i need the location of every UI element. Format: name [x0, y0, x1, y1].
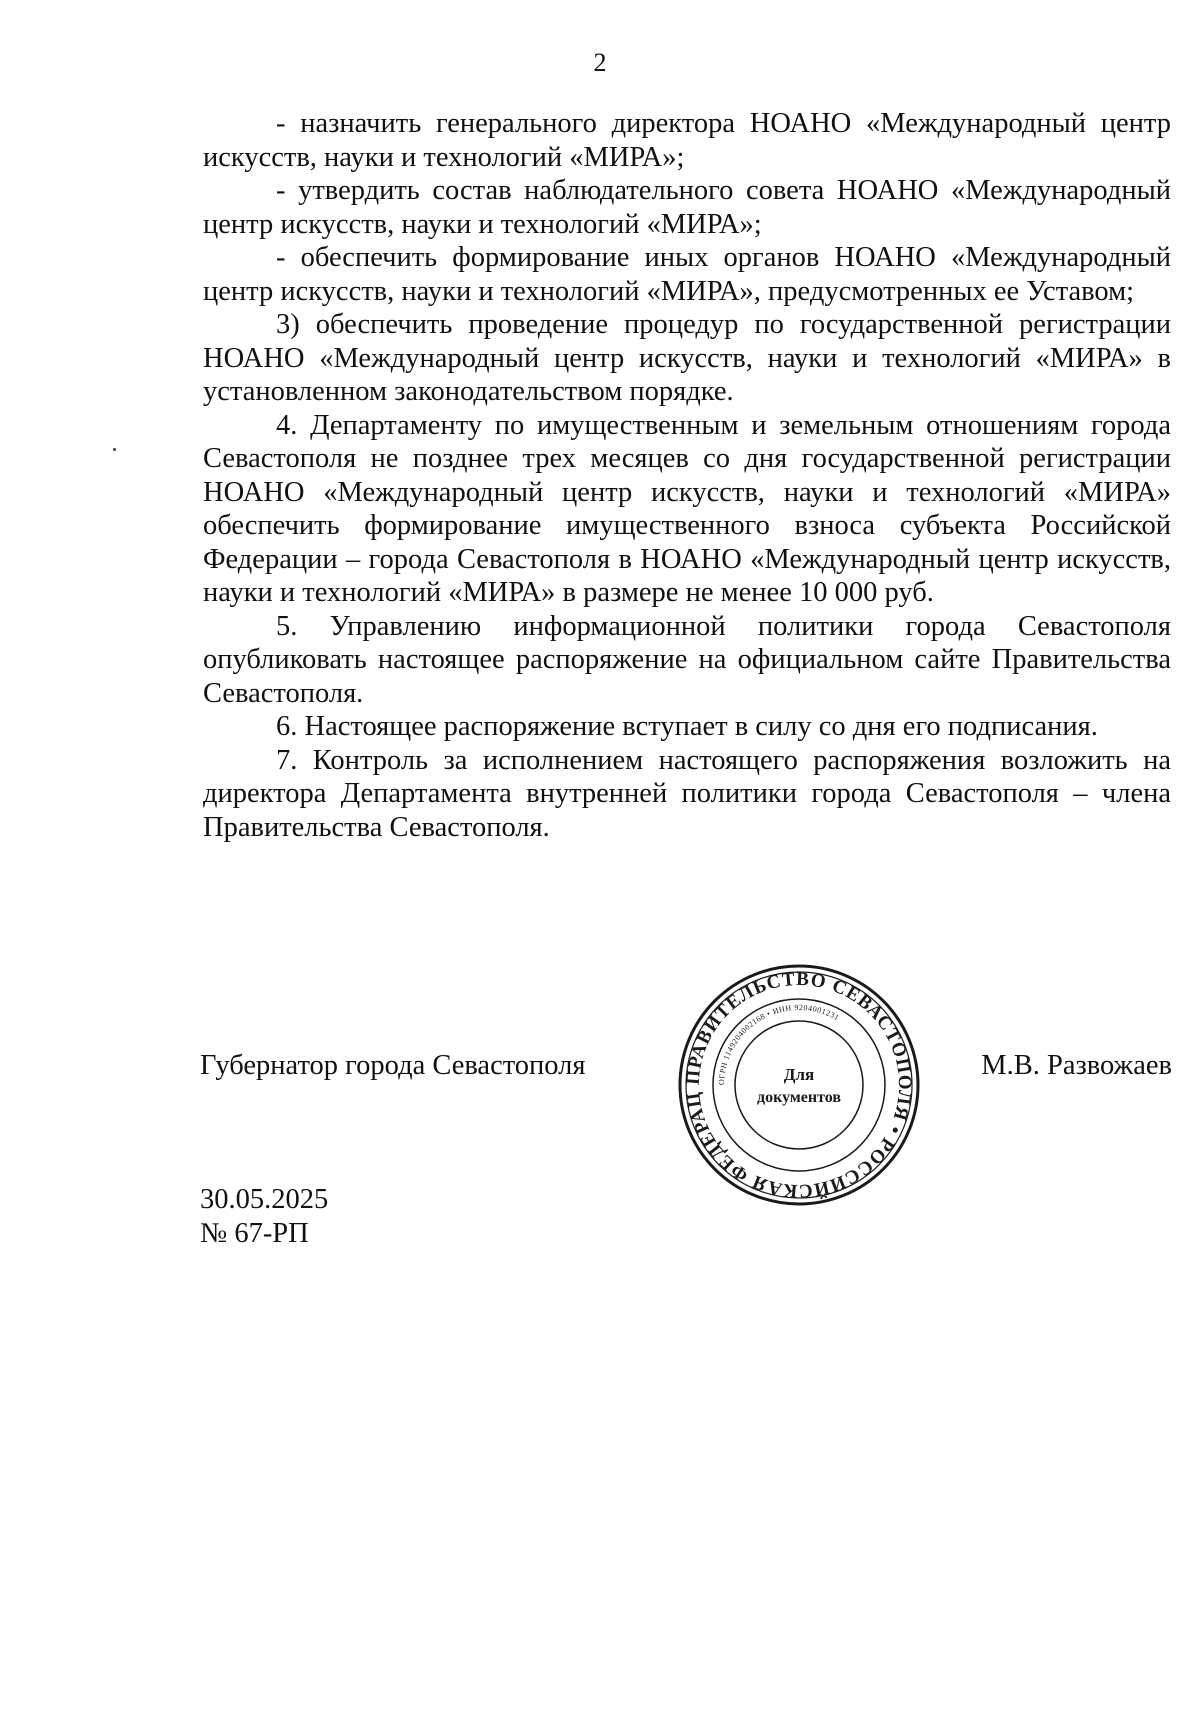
page-number: 2: [593, 48, 607, 77]
margin-mark: [113, 448, 116, 451]
document-number: № 67-РП: [200, 1218, 309, 1249]
paragraph-registration: 3) обеспечить проведение процедур по государственной регистрации НОАНО «Международный центр искусств, науки и технологий «МИРА» в установленном законодательством порядке.: [203, 309, 1171, 407]
paragraph-appoint-director: - назначить генерального директора НОАНО «Международный центр искусств, науки и технологий «МИРА»;: [203, 108, 1171, 173]
seal-ring-4: [735, 1021, 863, 1149]
paragraph-other-bodies: - обеспечить формирование иных органов НОАНО «Международный центр искусств, науки и технологий «МИРА», предусмотренных ее Уставом;: [203, 242, 1171, 307]
document-body: [203, 107, 1171, 844]
paragraph-property-contribution: 4. Департаменту по имущественным и земельным отношениям города Севастополя не позднее трех месяцев со дня государственной регистрации НОАНО «Международный центр искусств, науки и технологий «МИРА» обеспечить формирование имущественного взноса субъекта Российской Федерации – города Севастополя в НОАНО «Международный центр искусств, науки и технологий «МИРА» в размере не менее 10 000 руб.: [203, 409, 1171, 608]
paragraph-effective-date: 6. Настоящее распоряжение вступает в силу со дня его подписания.: [276, 711, 1098, 742]
paragraph-control: 7. Контроль за исполнением настоящего распоряжения возложить на директора Департамента внутренней политики города Севастополя – члена Правительства Севастополя.: [203, 744, 1171, 843]
official-seal: [676, 962, 922, 1208]
seal-center-line-2: документов: [757, 1089, 841, 1106]
seal-ring-3: [713, 999, 885, 1171]
signer-title: Губернатор города Севастополя: [200, 1050, 586, 1081]
document-date: 30.05.2025: [200, 1184, 329, 1215]
signer-name: М.В. Развожаев: [981, 1050, 1172, 1081]
document-date-number: [200, 1183, 328, 1251]
seal-outer-text: ПРАВИТЕЛЬСТВО СЕВАСТОПОЛЯ • РОССИЙСКАЯ ФЕДЕРАЦ: [682, 968, 916, 1202]
paragraph-publication: 5. Управлению информационной политики города Севастополя опубликовать настоящее распоряжение на официальном сайте Правительства Севастополя.: [203, 610, 1171, 709]
paragraph-supervisory-board: - утвердить состав наблюдательного совета НОАНО «Международный центр искусств, науки и технологий «МИРА»;: [203, 175, 1171, 240]
seal-center-line-1: Для: [783, 1065, 815, 1084]
seal-inner-text: ОГРН 1149204002168 • ИНН 9204001231: [716, 1002, 841, 1086]
seal-outer-ring: [680, 966, 918, 1204]
